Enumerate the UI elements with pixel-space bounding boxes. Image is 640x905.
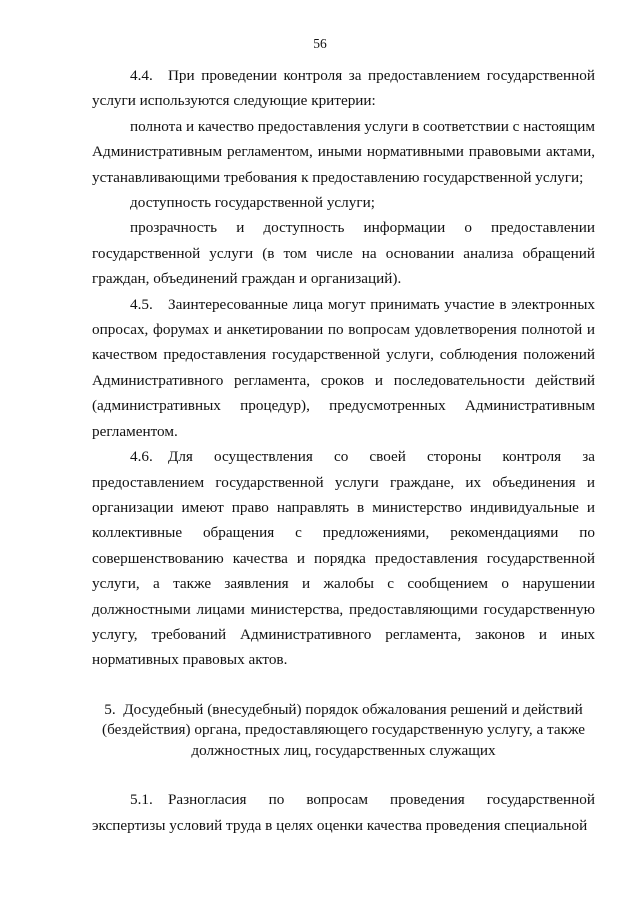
- section-heading-line: 5. Досудебный (внесудебный) порядок обжалования решений и действий: [104, 700, 583, 718]
- section-heading-line: (бездействия) органа, предоставляющего государственную услугу, а также: [102, 721, 585, 739]
- paragraph-criterion-completeness: полнота и качество предоставления услуги в соответствии с настоящим Административным регламентом, иными нормативными правовыми актами, устанавливающими требования к предоставлению государственной услуги;: [92, 117, 595, 186]
- spacer: [92, 761, 595, 787]
- section-5-heading: [92, 700, 595, 762]
- paragraph-5-1: 5.1. Разногласия по вопросам проведения государственной экспертизы условий труда в целях оценки качества проведения специальной: [92, 791, 595, 834]
- paragraph-4-6: 4.6. Для осуществления со своей стороны контроля за предоставлением государственной услуги граждане, их объединения и организации имеют право направлять в министерство индивидуальные и коллективные обращения с предложениями, рекомендациями по совершенствованию качества и порядка предоставления государственной услуги, а также заявления и жалобы с сообщением о нарушении должностными лицами министерства, предоставляющими государственную услугу, требований Административного регламента, законов и иных нормативных правовых актов.: [92, 448, 595, 669]
- section-heading-line: должностных лиц, государственных служащих: [191, 741, 496, 759]
- paragraph-4-5: 4.5. Заинтересованные лица могут принимать участие в электронных опросах, форумах и анкетировании по вопросам удовлетворения полнотой и качеством предоставления государственной услуги, соблюдения положений Административного регламента, сроков и последовательности действий (административных процедур), предусмотренных Административным регламентом.: [92, 295, 595, 440]
- page-number: 56: [313, 36, 327, 51]
- paragraph-criterion-accessibility: доступность государственной услуги;: [130, 194, 375, 212]
- paragraph-criterion-transparency: прозрачность и доступность информации о предоставлении государственной услуги (в том числе на основании анализа обращений граждан, объединений граждан и организаций).: [92, 219, 595, 288]
- document-body: [92, 63, 595, 838]
- paragraph-4-4: 4.4. При проведении контроля за предоставлением государственной услуги используются следующие критерии:: [92, 67, 595, 110]
